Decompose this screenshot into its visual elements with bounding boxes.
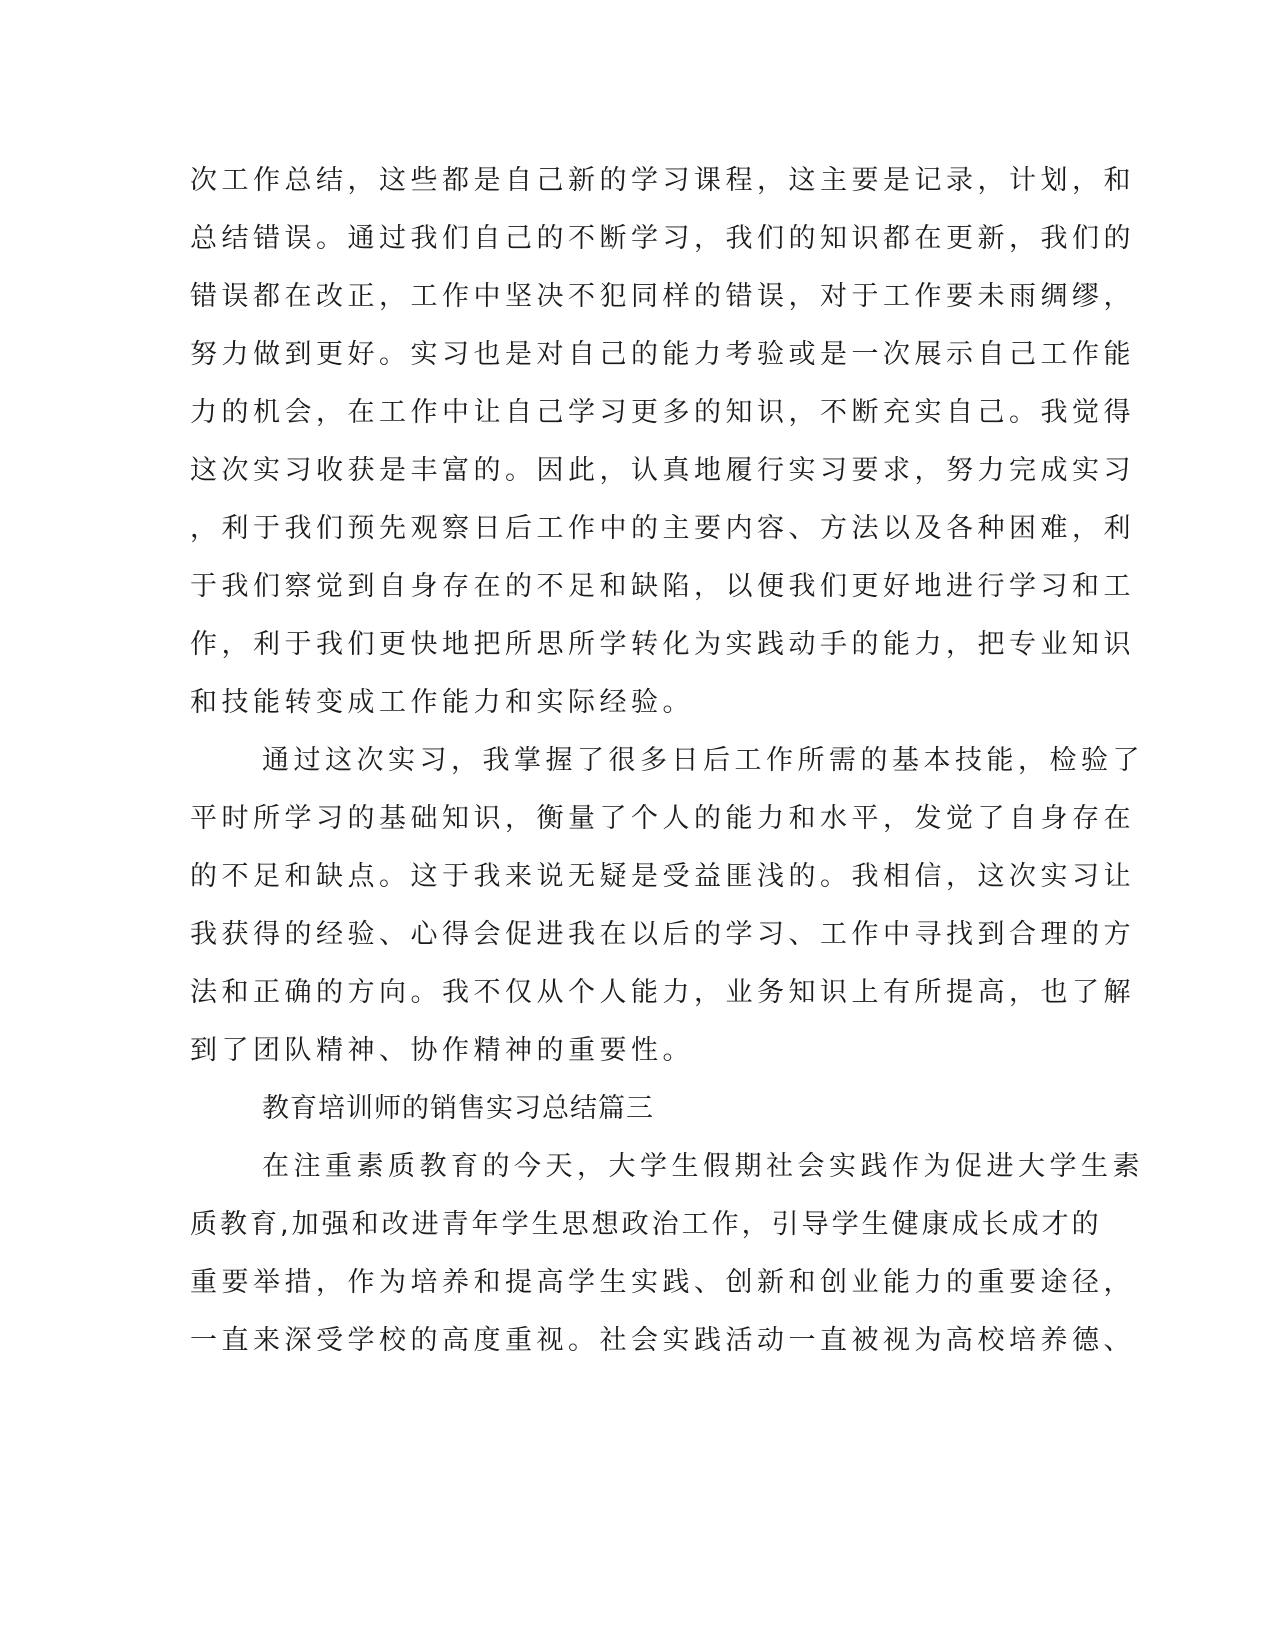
text-line: 总结错误。通过我们自己的不断学习，我们的知识都在更新，我们的: [190, 223, 1135, 254]
text-line: 错误都在改正，工作中坚决不犯同样的错误，对于工作要未雨绸缪，: [190, 281, 1135, 312]
text-line: 法和正确的方向。我不仅从个人能力，业务知识上有所提高，也了解: [190, 977, 1135, 1008]
section-heading: 教育培训师的销售实习总结篇三: [262, 1093, 654, 1124]
text-line: 和技能转变成工作能力和实际经验。: [190, 687, 694, 718]
text-line: 努力做到更好。实习也是对自己的能力考验或是一次展示自己工作能: [190, 339, 1135, 370]
text-line: 这次实习收获是丰富的。因此，认真地履行实习要求，努力完成实习: [190, 455, 1135, 486]
paragraph-first-line: 通过这次实习，我掌握了很多日后工作所需的基本技能，检验了: [262, 745, 1144, 776]
paragraph-first-line: 在注重素质教育的今天，大学生假期社会实践作为促进大学生素: [262, 1151, 1144, 1182]
text-line: 平时所学习的基础知识，衡量了个人的能力和水平，发觉了自身存在: [190, 803, 1135, 834]
text-line: 作，利于我们更快地把所思所学转化为实践动手的能力，把专业知识: [190, 629, 1135, 660]
text-line: 我获得的经验、心得会促进我在以后的学习、工作中寻找到合理的方: [190, 919, 1135, 950]
text-line: 的不足和缺点。这于我来说无疑是受益匪浅的。我相信，这次实习让: [190, 861, 1135, 892]
text-line: 重要举措，作为培养和提高学生实践、创新和创业能力的重要途径，: [190, 1267, 1135, 1298]
text-line: 力的机会，在工作中让自己学习更多的知识，不断充实自己。我觉得: [190, 397, 1135, 428]
text-line: 质教育,加强和改进青年学生思想政治工作，引导学生健康成长成才的: [190, 1209, 1102, 1240]
text-line: ，利于我们预先观察日后工作中的主要内容、方法以及各种困难，利: [190, 513, 1135, 544]
text-line: 次工作总结，这些都是自己新的学习课程，这主要是记录，计划，和: [190, 165, 1135, 196]
text-line: 一直来深受学校的高度重视。社会实践活动一直被视为高校培养德、: [190, 1325, 1135, 1356]
text-line: 于我们察觉到自身存在的不足和缺陷，以便我们更好地进行学习和工: [190, 571, 1135, 602]
text-line: 到了团队精神、协作精神的重要性。: [190, 1035, 694, 1066]
